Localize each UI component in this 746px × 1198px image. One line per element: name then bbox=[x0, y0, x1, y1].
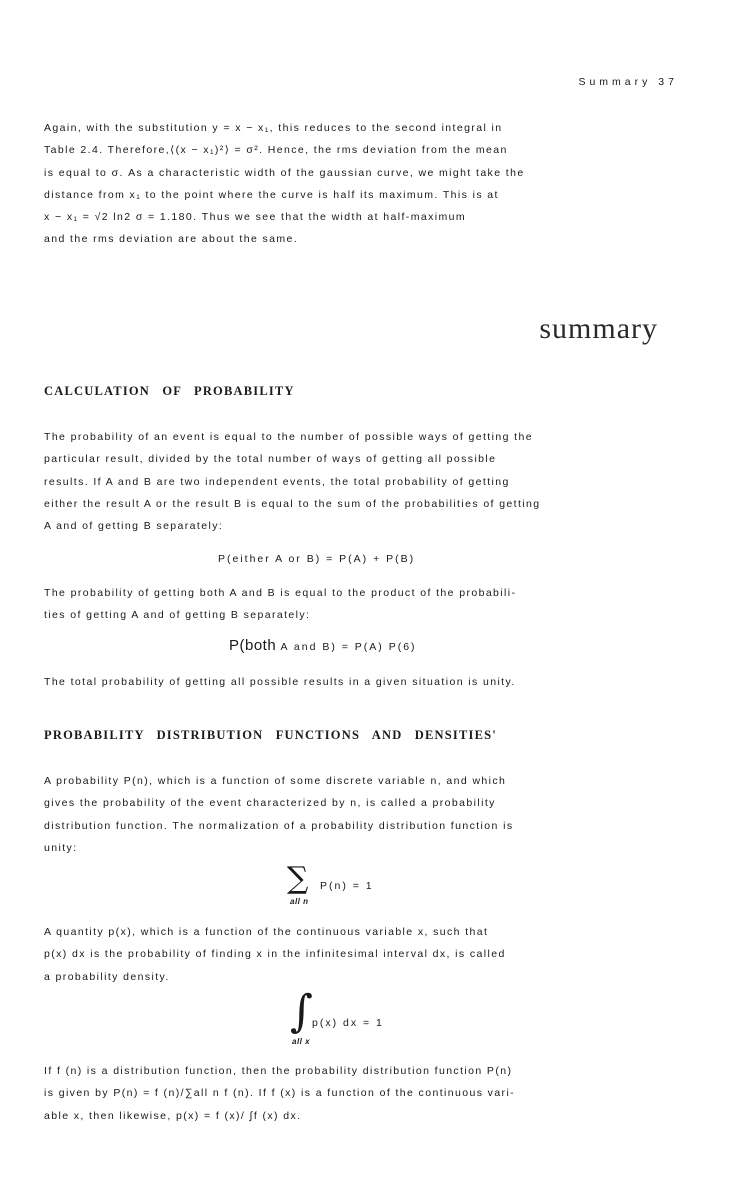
intro-paragraph bbox=[44, 117, 636, 251]
text-line: p(x) dx is the probability of finding x in the infinitesimal interval dx, is called bbox=[44, 948, 506, 961]
text-line: is equal to σ. As a characteristic width of the gaussian curve, we might take the bbox=[44, 166, 525, 179]
text-line: distance from x₁ to the point where the curve is half its maximum. This is at bbox=[44, 188, 499, 201]
text-line: The total probability of getting all possible results in a given situation is unity. bbox=[44, 676, 516, 688]
text-line: results. If A and B are two independent events, the total probability of getting bbox=[44, 475, 510, 488]
summary-title: summary bbox=[539, 312, 658, 345]
equation-either: P(either A or B) = P(A) + P(B) bbox=[218, 553, 416, 565]
equation-normalization-integral: p(x) dx = 1 bbox=[312, 1017, 384, 1029]
text-line: particular result, divided by the total number of ways of getting all possible bbox=[44, 453, 497, 466]
text-line: unity: bbox=[44, 841, 78, 854]
integral-subscript: all x bbox=[292, 1037, 311, 1046]
equation-both bbox=[229, 637, 417, 654]
section2-paragraph-1 bbox=[44, 770, 636, 859]
summation-symbol: ∑ bbox=[287, 861, 309, 896]
section2-paragraph-2 bbox=[44, 921, 636, 988]
text-line: distribution function. The normalization of a probability distribution function is bbox=[44, 819, 514, 832]
running-head: Summary 37 bbox=[578, 76, 678, 88]
text-line: ties of getting A and of getting B separately: bbox=[44, 609, 311, 622]
text-line: is given by P(n) = f (n)/∑all n f (n). If f (x) is a function of the continuous vari- bbox=[44, 1087, 516, 1100]
text-line: The probability of getting both A and B is equal to the product of the probabili- bbox=[44, 587, 517, 599]
text-line: Again, with the substitution y = x − x₁, this reduces to the second integral in bbox=[44, 122, 503, 134]
text-line: and the rms deviation are about the same. bbox=[44, 233, 299, 246]
equation-both-prefix: P(both bbox=[229, 637, 277, 654]
section2-paragraph-3 bbox=[44, 1060, 636, 1127]
text-line: either the result A or the result B is equal to the sum of the probabilities of getting bbox=[44, 497, 541, 510]
text-line: The probability of an event is equal to the number of possible ways of getting the bbox=[44, 431, 533, 443]
section-heading-distribution: PROBABILITY DISTRIBUTION FUNCTIONS AND DENSITIES' bbox=[44, 728, 497, 742]
text-line: gives the probability of the event characterized by n, is called a probability bbox=[44, 797, 496, 810]
text-line: x − x₁ = √2 ln2 σ = 1.180. Thus we see that the width at half-maximum bbox=[44, 211, 467, 224]
text-line: a probability density. bbox=[44, 970, 170, 983]
text-line: If f (n) is a distribution function, then the probability distribution function P(n) bbox=[44, 1065, 513, 1077]
section-heading-calculation: CALCULATION OF PROBABILITY bbox=[44, 384, 295, 398]
section1-paragraph-3 bbox=[44, 671, 636, 693]
section1-paragraph-1 bbox=[44, 426, 636, 537]
text-line: A probability P(n), which is a function of some discrete variable n, and which bbox=[44, 775, 507, 787]
equation-both-rest: A and B) = P(A) P(6) bbox=[280, 641, 417, 653]
summation-subscript: all n bbox=[290, 897, 309, 906]
text-line: A quantity p(x), which is a function of the continuous variable x, such that bbox=[44, 926, 489, 938]
equation-normalization-sum: P(n) = 1 bbox=[320, 880, 374, 892]
text-line: Table 2.4. Therefore,⟨(x − x₁)²⟩ = σ². Hence, the rms deviation from the mean bbox=[44, 144, 508, 157]
text-line: A and of getting B separately: bbox=[44, 520, 224, 533]
integral-symbol: ∫ bbox=[290, 986, 313, 1037]
text-line: able x, then likewise, p(x) = f (x)/ ∫f (x) dx. bbox=[44, 1109, 302, 1122]
section1-paragraph-2 bbox=[44, 582, 636, 627]
